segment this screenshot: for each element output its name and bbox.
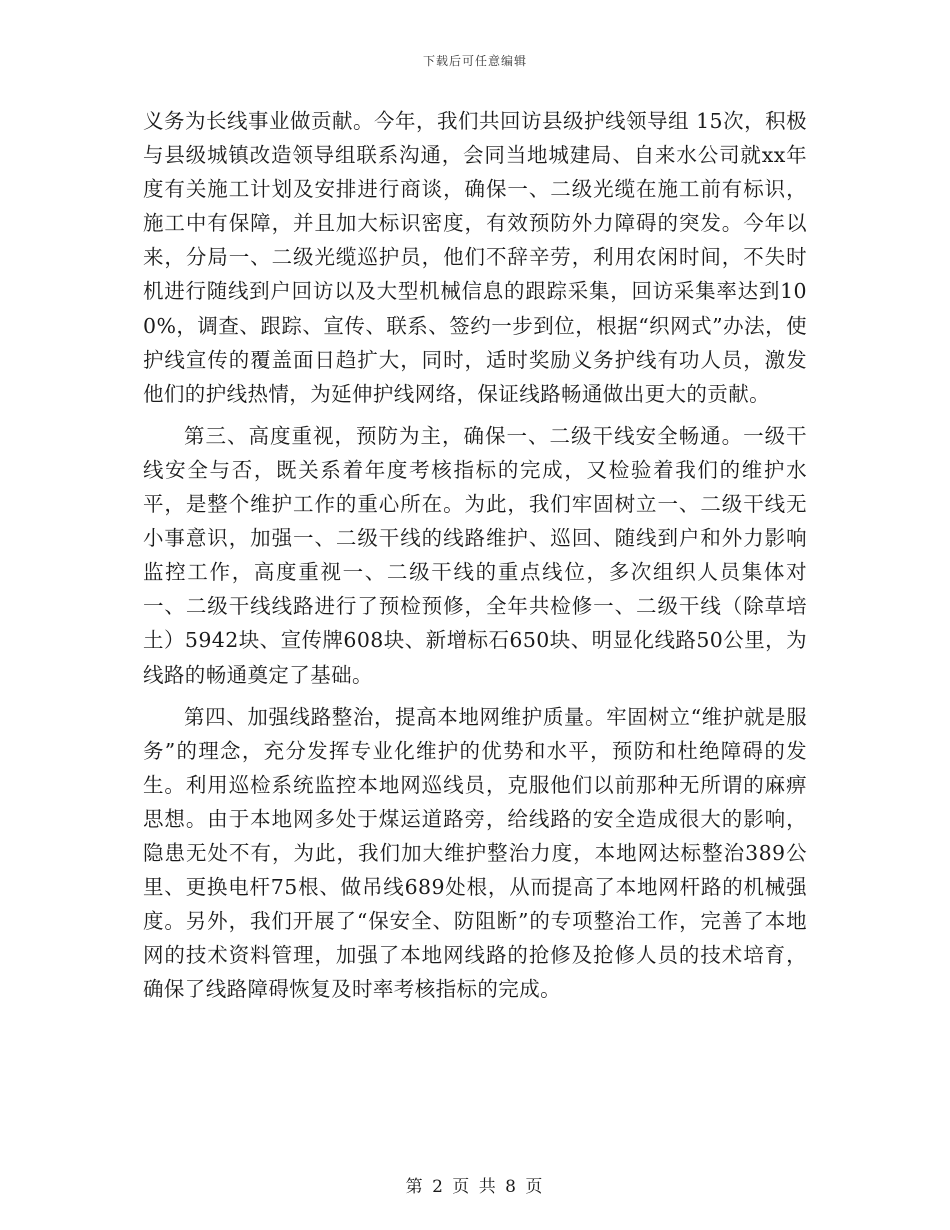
page-number: 第 2 页 共 8 页 (405, 1177, 545, 1197)
paragraph-2: 第三、高度重视，预防为主，确保一、二级干线安全畅通。一级干线安全与否，既关系着年度考核指标的完成，又检验着我们的维护水平，是整个维护工作的重心所在。为此，我们牢固树立一、二级干线无小事意识，加强一、二级干线的线路维护、巡回、随线到户和外力影响监控工作，高度重视一、二级干线的重点线位，多次组织人员集体对一、二级干线线路进行了预检预修，全年共检修一、二级干线（除草培土）5942块、宣传牌608块、新增标石650块、明显化线路50公里，为线路的畅通奠定了基础。 (143, 423, 807, 687)
paragraph-1: 义务为长线事业做贡献。今年，我们共回访县级护线领导组 15次，积极与县级城镇改造领导组联系沟通，会同当地城建局、自来水公司就xx年度有关施工计划及安排进行商谈，确保一、二级光缆在施工前有标识，施工中有保障，并且加大标识密度，有效预防外力障碍的突发。今年以来，分局一、二级光缆巡护员，他们不辞辛劳，利用农闲时间，不失时机进行随线到户回访以及大型机械信息的跟踪采集，回访采集率达到100%，调查、跟踪、宣传、联系、签约一步到位，根据“织网式”办法，使护线宣传的覆盖面日趋扩大，同时，适时奖励义务护线有功人员，激发他们的护线热情，为延伸护线网络，保证线路畅通做出更大的贡献。 (143, 109, 807, 406)
document-body (143, 104, 807, 1014)
page-header: 下载后可任意编辑 (422, 54, 527, 68)
paragraph-3: 第四、加强线路整治，提高本地网维护质量。牢固树立“维护就是服务”的理念，充分发挥专业化维护的优势和水平，预防和杜绝障碍的发生。利用巡检系统监控本地网巡线员，克服他们以前那种无所谓的麻痹思想。由于本地网多处于煤运道路旁，给线路的安全造成很大的影响，隐患无处不有，为此，我们加大维护整治力度，本地网达标整治389公里、更换电杆75根、做吊线689处根，从而提高了本地网杆路的机械强度。另外，我们开展了“保安全、防阻断”的专项整治工作，完善了本地网的技术资料管理，加强了本地网线路的抢修及抢修人员的技术培育，确保了线路障碍恢复及时率考核指标的完成。 (143, 704, 807, 1002)
